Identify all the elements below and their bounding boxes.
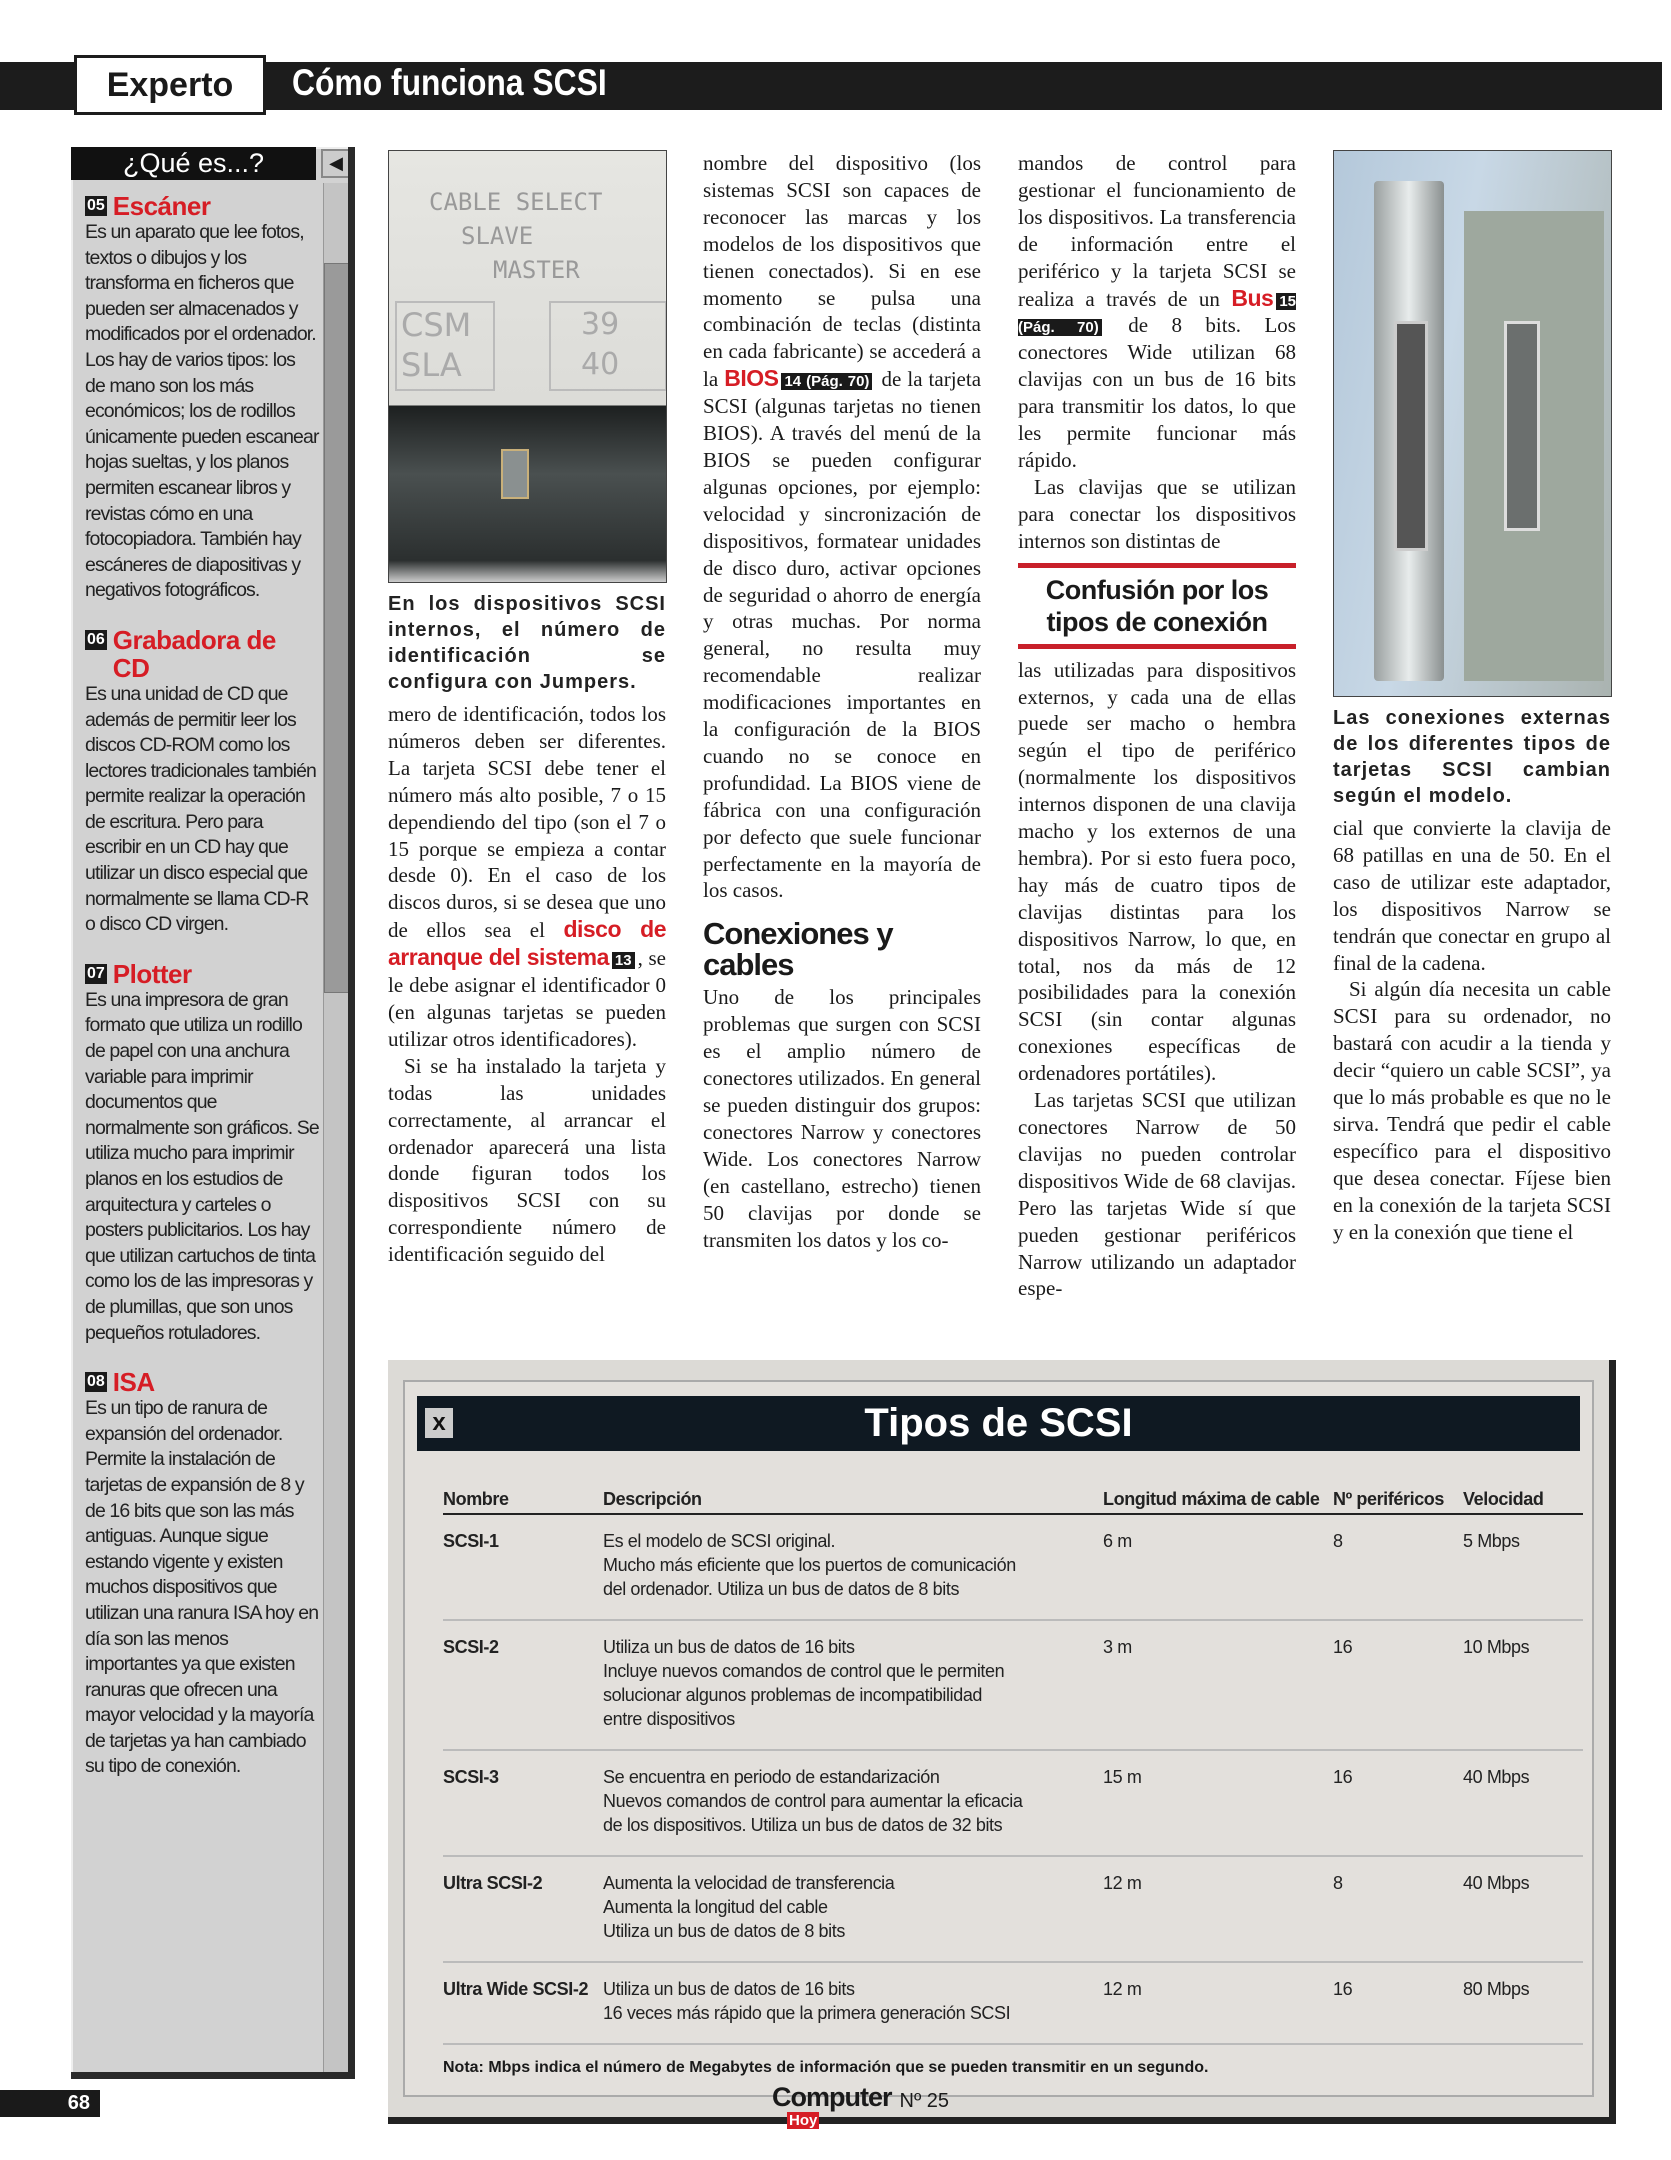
peripheral-count: 16 (1333, 1620, 1463, 1750)
type-name: Ultra Wide SCSI-2 (443, 1962, 603, 2044)
glossary-link[interactable]: Bus (1231, 284, 1274, 311)
entry-text: Es un tipo de ranura de expansión del ordenador. Permite la instalación de tarjetas de expansión de 8 y de 16 bits que son las más antiguas. Aunque sigue estando vigente y existen muchos dispositivos que utilizan una ranura ISA hoy en día son las menos importantes ya que existen ranuras que ofrecen una mayor velocidad y la mayoría de tarjetas ya han cambiado su tipo de conexión. (85, 1397, 319, 1778)
arrow-left-icon: ◀ (321, 149, 351, 178)
entry-title: Grabadora de CD (112, 624, 276, 683)
magazine-logo (772, 2082, 892, 2130)
entry-text: Es una impresora de gran formato que utiliza un rodillo de papel con una anchura variable para imprimir documentos que normalmente son gráficos. Se utiliza mucho para imprimir planos en los estudios de arquitectura y carteles o posters publicitarios. Los hay que utilizan cartuchos de tinta como los de las impresoras y de plumillas, que son unos pequeños rotuladores. (85, 988, 319, 1344)
scsi-types-table (443, 1487, 1583, 2045)
description: Es el modelo de SCSI original. Mucho más eficiente que los puertos de comunicación del ordenador. Utiliza un bus de datos de 8 bits (603, 1514, 1103, 1620)
paragraph (388, 701, 666, 1053)
max-cable-length: 6 m (1103, 1514, 1333, 1620)
table-row (443, 1620, 1583, 1750)
table-row (443, 1962, 1583, 2044)
column-header: Descripción (603, 1487, 1103, 1514)
scsi-types-window (388, 1360, 1616, 2124)
table-row (443, 1514, 1583, 1620)
paragraph (1333, 815, 1611, 976)
entry-number: 05 (87, 197, 105, 214)
peripheral-count: 16 (1333, 1750, 1463, 1856)
entry-text: Es un aparato que lee fotos, textos o dibujos y los transforma en ficheros que pueden ser almacenados y modificados por el ordenador. Los hay de varios tipos: los de mano son los más económicos; los de rodillos únicamente pueden escanear hojas sueltas, y los planos permiten escanear libros y revistas cómo en una fotocopiadora. También hay escáneres de diapositivas y negativos fotográficos. (85, 221, 319, 602)
speed: 40 Mbps (1463, 1856, 1583, 1962)
scsi-card-photo (1333, 150, 1612, 697)
peripheral-count: 16 (1333, 1962, 1463, 2044)
text-run: Si algún día necesita un cable SCSI para su ordenador, no bastará con acudir a la tienda y decir “quiero un cable SCSI”, ya que lo más probable es que no le sirva. Tendrá que pedir el cable específico para el dispositivo que desea conectar. Fíjese bien en la conexión de la tarjeta SCSI y en la conexión que tiene el (1333, 977, 1611, 1244)
paragraph (388, 1053, 666, 1268)
speed: 10 Mbps (1463, 1620, 1583, 1750)
text-run: Si se ha instalado la tarjeta y todas las unidades correctamente, al arrancar el ordenador aparecerá una lista donde figuran todos los dispositivos SCSI con su correspondiente número de identificación seguido del (388, 1053, 666, 1267)
type-name: SCSI-2 (443, 1620, 603, 1750)
photo-caption: En los dispositivos SCSI internos, el número de identificación se configura con Jumpers. (388, 593, 666, 693)
text-run: mero de identificación, todos los números deben ser diferentes. La tarjeta SCSI debe tener el número más alto posible, 7 o 15 dependiendo del tipo (son el 7 o 15 porque se empieza a contar desde 0). En el caso de los discos duros, si se desea que uno de ellos sea el (388, 702, 666, 943)
label-slave: SLAVE (461, 222, 534, 250)
glossary-link[interactable]: BIOS (724, 365, 779, 392)
speed: 80 Mbps (1463, 1962, 1583, 2044)
text-run: de la tarjeta SCSI (algunas tarjetas no tienen BIOS). A través del menú de la BIOS se pueden configurar algunas opciones, por ejemplo: velocidad y sincronización de dispositivos, formatear unidades de disco duro, activar opciones de seguridad o ahorro de energía y otras muchas. Por norma general, no resulta muy recomendable realizar modificaciones importantes en la configuración de la BIOS cuando no se conoce en profundidad. La BIOS viene de fábrica con una configuración por defecto que suele funcionar perfectamente en la mayoría de los casos. (703, 367, 982, 903)
text-run: Las tarjetas SCSI que utilizan conectores Narrow de 50 clavijas no pueden controlar dispositivos Wide de 68 clavijas. Pero las tarjetas Wide sí que pueden gestionar periféricos Narrow utilizando un adaptador espe- (1018, 1088, 1296, 1301)
page-title: Cómo funciona SCSI (292, 62, 607, 103)
column-header: Longitud máxima de cable (1103, 1487, 1333, 1514)
jumper-icon (501, 449, 529, 499)
label-39: 39 (581, 307, 620, 342)
type-name: SCSI-1 (443, 1514, 603, 1620)
glossary-ref-badge: 13 (612, 952, 635, 969)
glossary-entry (85, 192, 319, 604)
column-4-wrapper (1333, 150, 1611, 1246)
type-name: Ultra SCSI-2 (443, 1856, 603, 1962)
entry-title: ISA (112, 1367, 155, 1398)
entry-heading (85, 1368, 319, 1396)
text-run: mandos de control para gestionar el funcionamiento de los dispositivos. La transferencia de información entre el periférico y la tarjeta SCSI se realiza a través de un (1018, 151, 1296, 311)
paragraph (1018, 1087, 1296, 1302)
article-column-1 (388, 701, 666, 1268)
peripheral-count: 8 (1333, 1514, 1463, 1620)
speed: 5 Mbps (1463, 1514, 1583, 1620)
jumper-photo (388, 150, 667, 583)
max-cable-length: 12 m (1103, 1856, 1333, 1962)
text-run: las utilizadas para dispositivos externos, y cada una de ellas puede ser macho o hembra según el tipo de periférico (normalmente los dispositivos internos disponen de una clavija macho y los externos de una hembra). Por si esto fuera poco, hay más de cuatro tipos de clavijas distintas para los dispositivos Narrow, lo que, en total, nos da más de 12 posibilidades para la conexión SCSI (sin contar algunas conexiones específicas de ordenadores portátiles). (1018, 657, 1296, 1086)
paragraph (1018, 150, 1296, 474)
peripheral-count: 8 (1333, 1856, 1463, 1962)
paragraph (1333, 976, 1611, 1245)
max-cable-length: 12 m (1103, 1962, 1333, 2044)
scroll-thumb (324, 263, 350, 993)
column-1-wrapper (388, 150, 666, 1268)
paragraph (703, 150, 981, 904)
column-header: Nº periféricos (1333, 1487, 1463, 1514)
sidebar-scrollbar (323, 183, 349, 2073)
photo-caption: Las conexiones externas de los diferentes tipos de tarjetas SCSI cambian según el modelo. (1333, 707, 1611, 807)
max-cable-length: 15 m (1103, 1750, 1333, 1856)
paragraph (1018, 657, 1296, 1088)
text-run: , se le debe asignar el identificador 0 (en algunas tarjetas se pueden utilizar otros identificadores). (388, 946, 666, 1051)
speed: 40 Mbps (1463, 1750, 1583, 1856)
entry-heading (85, 192, 319, 220)
table-title: Tipos de SCSI (864, 1401, 1133, 1445)
column-header: Nombre (443, 1487, 603, 1514)
page-number: 68 (0, 2090, 100, 2117)
logo-text: Computer (772, 2082, 892, 2112)
text-run: Las clavijas que se utilizan para conectar los dispositivos internos son distintas de (1018, 474, 1296, 553)
label-master: MASTER (493, 256, 580, 284)
label-csm: CSM (401, 306, 472, 344)
description: Utiliza un bus de datos de 16 bits Incluye nuevos comandos de control que le permiten solucionar algunos problemas de incompatibilidad entre dispositivos (603, 1620, 1103, 1750)
footer-brand (772, 2082, 949, 2130)
label-40: 40 (581, 347, 620, 382)
glossary-ref-badge: 14 (Pág. 70) (781, 373, 872, 390)
glossary-entry (85, 1368, 319, 1780)
column-header: Velocidad (1463, 1487, 1583, 1514)
logo-sub: Hoy (789, 2112, 818, 2129)
type-name: SCSI-3 (443, 1750, 603, 1856)
close-icon[interactable]: x (425, 1408, 453, 1438)
text-run: Uno de los principales problemas que surgen con SCSI es el amplio número de conectores utilizados. En general se pueden distinguir dos grupos: conectores Narrow y conectores Wide. Los conectores Narrow (en castellano, estrecho) tienen 50 clavijas por donde se transmiten los datos y los co- (703, 985, 981, 1252)
entry-number: 06 (87, 630, 105, 648)
label-cable-select: CABLE SELECT (429, 188, 603, 216)
glossary-sidebar (71, 147, 355, 2079)
text-run: cial que convierte la clavija de 68 patillas en una de 50. En el caso de utilizar este adaptador, los dispositivos Narrow se tendrán que conectar en grupo al final de la cadena. (1333, 816, 1611, 975)
entry-number: 08 (87, 1373, 105, 1391)
sidebar-title: ¿Qué es...? (71, 147, 316, 180)
text-run: nombre del dispositivo (los sistemas SCSI son capaces de reconocer las marcas y los modelos de los dispositivos que tienen conectados). Si en ese momento se pulsa una combinación de teclas (distinta en cada fabricante) se accederá a la (703, 151, 981, 392)
glossary-link[interactable]: disco de arranque del sistema (388, 916, 667, 971)
entry-heading (85, 626, 319, 682)
description: Utiliza un bus de datos de 16 bits 16 veces más rápido que la primera generación SCSI (603, 1962, 1103, 2044)
entry-heading (85, 960, 319, 988)
issue-number: Nº 25 (899, 2090, 950, 2112)
section-heading: Conexiones y cables (703, 916, 893, 983)
article-column-2 (703, 150, 981, 1253)
boxed-heading: Confusión por los tipos de conexión (1018, 563, 1296, 649)
description: Se encuentra en periodo de estandarización Nuevos comandos de control para aumentar la eficacia de los dispositivos. Utiliza un bus de datos de 32 bits (603, 1750, 1103, 1856)
entry-text: Es una unidad de CD que además de permitir leer los discos CD-ROM como los lectores tradicionales también permite realizar la operación de escritura. Pero para escribir en un CD hay que utilizar un disco especial que normalmente se llama CD-R o disco CD virgen. (85, 682, 316, 936)
paragraph (1018, 474, 1296, 555)
article-column-4 (1333, 815, 1611, 1246)
article-column-3 (1018, 150, 1296, 1302)
glossary-ref-badge: 15 (Pág. 70) (1018, 292, 1296, 337)
sidebar-entries (85, 192, 319, 1802)
text-run: de 8 bits. Los conectores Wide utilizan 68 clavijas con un bus de 16 bits para transmitir los datos, lo que les permite funcionar más rápido. (1018, 313, 1296, 472)
section-label: Experto (74, 55, 266, 115)
entry-title: Plotter (112, 958, 192, 989)
window-title-bar (417, 1396, 1580, 1451)
glossary-entry (85, 626, 319, 938)
max-cable-length: 3 m (1103, 1620, 1333, 1750)
label-sla: SLA (401, 346, 462, 384)
entry-title: Escáner (112, 191, 211, 221)
glossary-entry (85, 960, 319, 1346)
description: Aumenta la velocidad de transferencia Aumenta la longitud del cable Utiliza un bus de datos de 8 bits (603, 1856, 1103, 1962)
table-note: Nota: Mbps indica el número de Megabytes de información que se pueden transmitir en un segundo. (443, 2059, 1209, 2076)
paragraph (703, 984, 981, 1253)
table-row (443, 1856, 1583, 1962)
entry-number: 07 (87, 964, 105, 982)
table-row (443, 1750, 1583, 1856)
article-body (388, 150, 1616, 2124)
